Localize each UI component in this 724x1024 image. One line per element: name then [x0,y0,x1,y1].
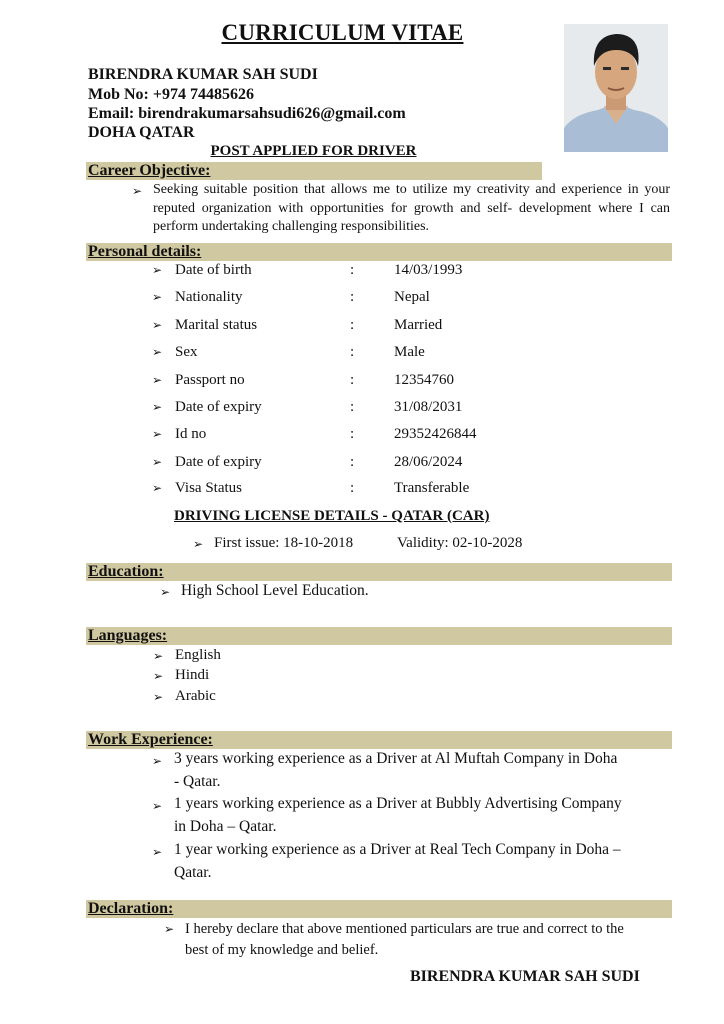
license-validity: Validity: 02-10-2028 [397,535,523,551]
personal-label: Sex [175,344,198,360]
bullet-icon: ➢ [160,585,171,599]
personal-value: Married [394,317,443,333]
language-item: Arabic [175,688,216,704]
bullet-icon: ➢ [152,799,163,813]
career-objective-text: Seeking suitable position that allows me to utilize my creativity and experience in your reputed organization with opportunities for growth and self- development where I can perform undertaking challenging responsibilities. [153,182,670,234]
language-item: Hindi [175,667,210,683]
work-experience-line: in Doha – Qatar. [174,817,277,835]
personal-label: Visa Status [175,480,243,496]
declaration-line: best of my knowledge and belief. [185,942,379,958]
bullet-icon: ➢ [164,922,175,936]
bullet-icon: ➢ [153,649,164,663]
bullet-icon: ➢ [193,537,204,551]
document-title: CURRICULUM VITAE [221,20,464,45]
education-item: High School Level Education. [181,582,369,599]
bullet-icon: ➢ [132,184,143,198]
colon-separator: : [350,344,355,360]
colon-separator: : [350,317,355,333]
personal-value: Nepal [394,289,430,305]
bullet-icon: ➢ [152,481,163,495]
personal-label: Passport no [175,372,245,388]
declaration-text [185,919,624,961]
bullet-icon: ➢ [152,318,163,332]
bullet-icon: ➢ [152,754,163,768]
profile-photo [564,24,668,152]
post-applied: POST APPLIED FOR DRIVER [210,143,417,159]
declaration-heading [86,900,672,918]
signature-name: BIRENDRA KUMAR SAH SUDI [410,968,640,985]
personal-value: 14/03/1993 [394,262,463,278]
bullet-icon: ➢ [152,290,163,304]
colon-separator: : [350,262,355,278]
bullet-icon: ➢ [152,345,163,359]
education-heading [86,563,672,581]
bullet-icon: ➢ [153,669,164,683]
bullet-icon: ➢ [152,263,163,277]
license-first-issue: First issue: 18-10-2018 [214,535,354,551]
language-item: English [175,647,221,663]
languages-heading-text: Languages: [88,627,168,644]
personal-label: Marital status [175,317,258,333]
candidate-name: BIRENDRA KUMAR SAH SUDI [88,66,318,83]
bullet-icon: ➢ [152,845,163,859]
personal-label: Date of expiry [175,454,262,470]
bullet-icon: ➢ [153,690,164,704]
location: DOHA QATAR [88,124,195,141]
personal-value: Male [394,344,425,360]
colon-separator: : [350,426,355,442]
bullet-icon: ➢ [152,373,163,387]
driving-license-heading: DRIVING LICENSE DETAILS - QATAR (CAR) [174,508,490,524]
personal-value: Transferable [394,480,470,496]
colon-separator: : [350,399,355,415]
work-experience-heading-text: Work Experience: [88,731,213,748]
personal-value: 28/06/2024 [394,454,463,470]
personal-label: Date of birth [175,262,252,278]
work-experience-item [174,839,621,884]
languages-heading [86,627,672,645]
personal-label: Nationality [175,289,243,305]
work-experience-line: 1 years working experience as a Driver at Bubbly Advertising Company [174,795,622,812]
personal-label: Id no [175,426,207,442]
personal-details-heading-text: Personal details: [88,243,202,260]
colon-separator: : [350,372,355,388]
colon-separator: : [350,480,355,496]
work-experience-line: - Qatar. [174,772,221,790]
personal-value: 29352426844 [394,426,477,442]
career-objective-heading-text: Career Objective: [88,162,211,179]
colon-separator: : [350,454,355,470]
work-experience-line: Qatar. [174,863,212,881]
bullet-icon: ➢ [152,455,163,469]
personal-details-heading [86,243,672,261]
bullet-icon: ➢ [152,400,163,414]
declaration-heading-text: Declaration: [88,900,174,917]
education-heading-text: Education: [88,563,164,580]
email-address: Email: birendrakumarsahsudi626@gmail.com [88,105,406,122]
career-objective-heading [86,162,542,180]
personal-value: 12354760 [394,372,454,388]
work-experience-line: 1 year working experience as a Driver at Real Tech Company in Doha – [174,841,621,858]
work-experience-line: 3 years working experience as a Driver at Al Muftah Company in Doha [174,750,618,767]
work-experience-item [174,793,622,838]
work-experience-heading [86,731,672,749]
bullet-icon: ➢ [152,427,163,441]
work-experience-item [174,748,617,793]
personal-label: Date of expiry [175,399,262,415]
mobile-number: Mob No: +974 74485626 [88,86,254,103]
declaration-line: I hereby declare that above mentioned particulars are true and correct to the [185,921,624,937]
personal-value: 31/08/2031 [394,399,463,415]
colon-separator: : [350,289,355,305]
